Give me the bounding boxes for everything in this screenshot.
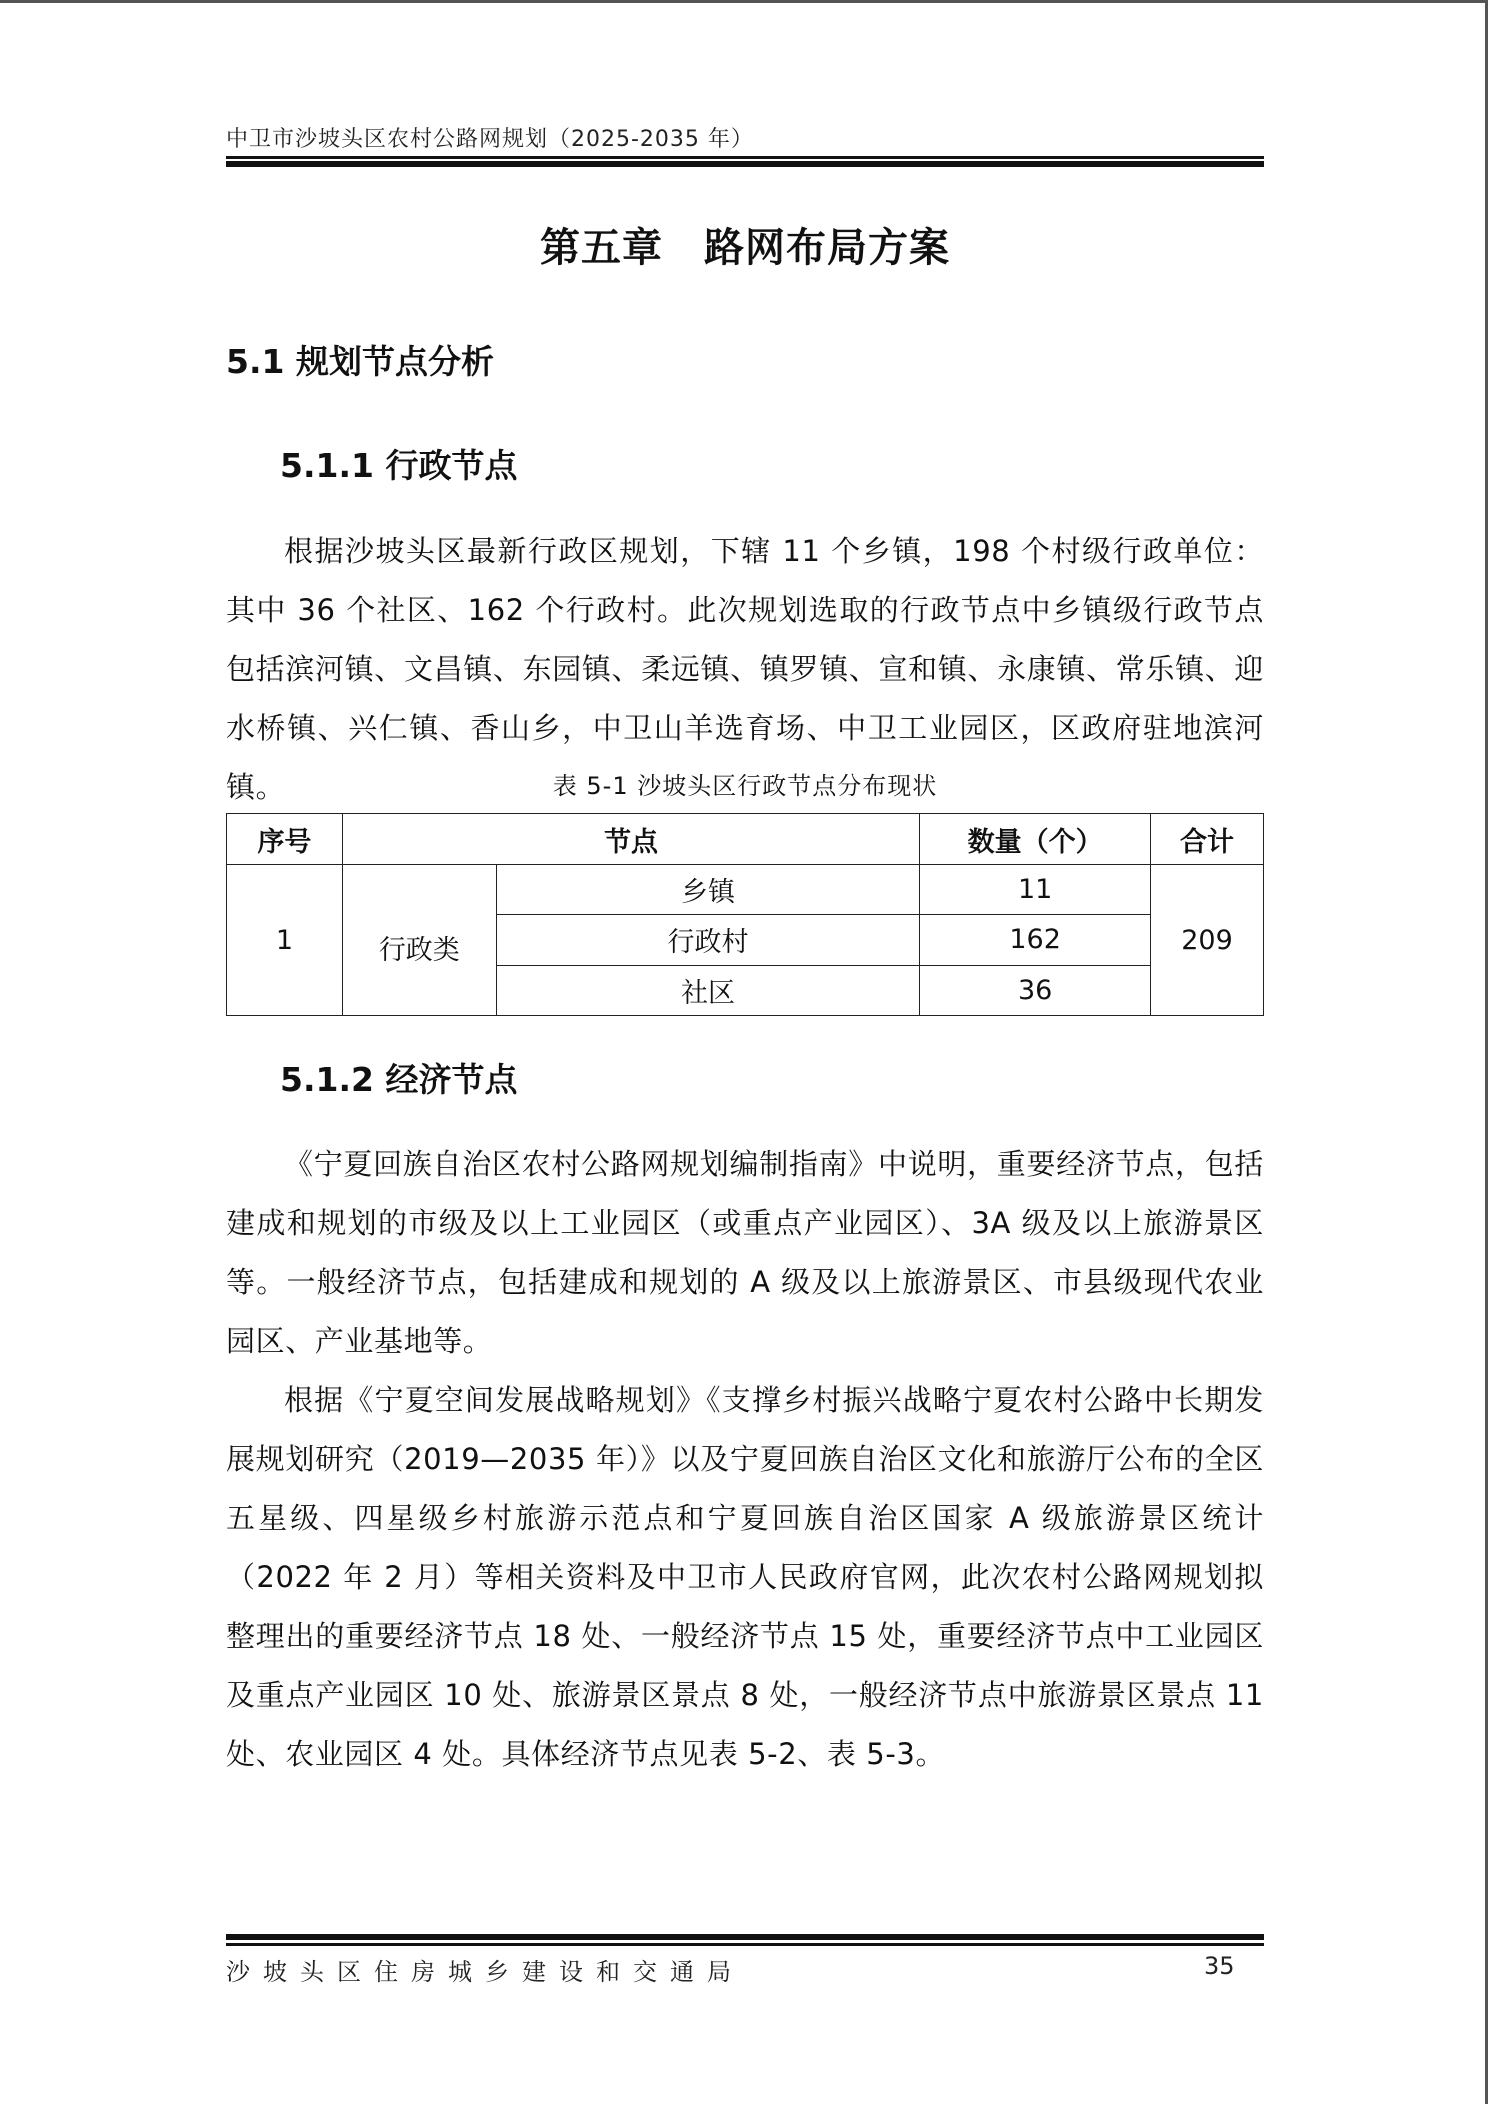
cell-category: 行政类 — [342, 865, 496, 1016]
footer-rule-thick — [226, 1934, 1264, 1940]
header-cell-node: 节点 — [342, 814, 919, 865]
table-header-row — [227, 814, 1264, 865]
cell-node-count: 36 — [920, 965, 1151, 1015]
table-row — [227, 865, 1264, 915]
economic-nodes-paragraph-2: 根据《宁夏空间发展战略规划》《支撑乡村振兴战略宁夏农村公路中长期发展规划研究（2019—2035 年）》以及宁夏回族自治区文化和旅游厅公布的全区五星级、四星级乡村旅游示范点和宁夏回族自治区国家 A 级旅游景区统计（2022 年 2 月）等相关资料及中卫市人民政府官网，此次农村公路网规划拟整理出的重要经济节点 18 处、一般经济节点 15 处，重要经济节点中工业园区及重点产业园区 10 处、旅游景区景点 8 处，一般经济节点中旅游景区景点 11 处、农业园区 4 处。具体经济节点见表 5-2、表 5-3。 — [226, 1383, 1264, 1771]
cell-node-count: 162 — [920, 915, 1151, 965]
table-caption: 表 5-1 沙坡头区行政节点分布现状 — [552, 772, 938, 800]
page-border-top — [0, 0, 1488, 3]
admin-nodes-table — [226, 813, 1264, 1016]
header-rule — [226, 156, 1264, 159]
footer-rule — [226, 1943, 1264, 1946]
cell-row-number: 1 — [227, 865, 343, 1016]
running-header: 中卫市沙坡头区农村公路网规划（2025-2035 年） — [226, 127, 754, 152]
cell-node-name: 行政村 — [496, 915, 920, 965]
cell-node-name: 社区 — [496, 965, 920, 1015]
footer-organization: 沙坡头区住房城乡建设和交通局 — [226, 1958, 744, 1986]
page-number: 35 — [1204, 1952, 1235, 1980]
cell-total: 209 — [1151, 865, 1264, 1016]
subsection-heading-admin-nodes: 5.1.1 行政节点 — [280, 446, 518, 485]
economic-nodes-paragraph-1: 《宁夏回族自治区农村公路网规划编制指南》中说明，重要经济节点，包括建成和规划的市级及以上工业园区（或重点产业园区）、3A 级及以上旅游景区等。一般经济节点，包括建成和规划的 A 级及以上旅游景区、市县级现代农业园区、产业基地等。 — [226, 1147, 1264, 1358]
subsection-heading-economic-nodes: 5.1.2 经济节点 — [280, 1060, 518, 1099]
header-rule-thick — [226, 161, 1264, 167]
chapter-title: 第五章 路网布局方案 — [540, 225, 950, 271]
section-heading: 5.1 规划节点分析 — [226, 342, 494, 381]
cell-node-name: 乡镇 — [496, 865, 920, 915]
header-cell-total: 合计 — [1151, 814, 1264, 865]
cell-node-count: 11 — [920, 865, 1151, 915]
header-cell-count: 数量（个） — [920, 814, 1151, 865]
admin-nodes-paragraph: 根据沙坡头区最新行政区规划，下辖 11 个乡镇，198 个村级行政单位：其中 36 个社区、162 个行政村。此次规划选取的行政节点中乡镇级行政节点包括滨河镇、文昌镇、东园镇、柔远镇、镇罗镇、宣和镇、永康镇、常乐镇、迎水桥镇、兴仁镇、香山乡，中卫山羊选育场、中卫工业园区，区政府驻地滨河镇。 — [226, 534, 1264, 804]
header-cell-index: 序号 — [227, 814, 343, 865]
